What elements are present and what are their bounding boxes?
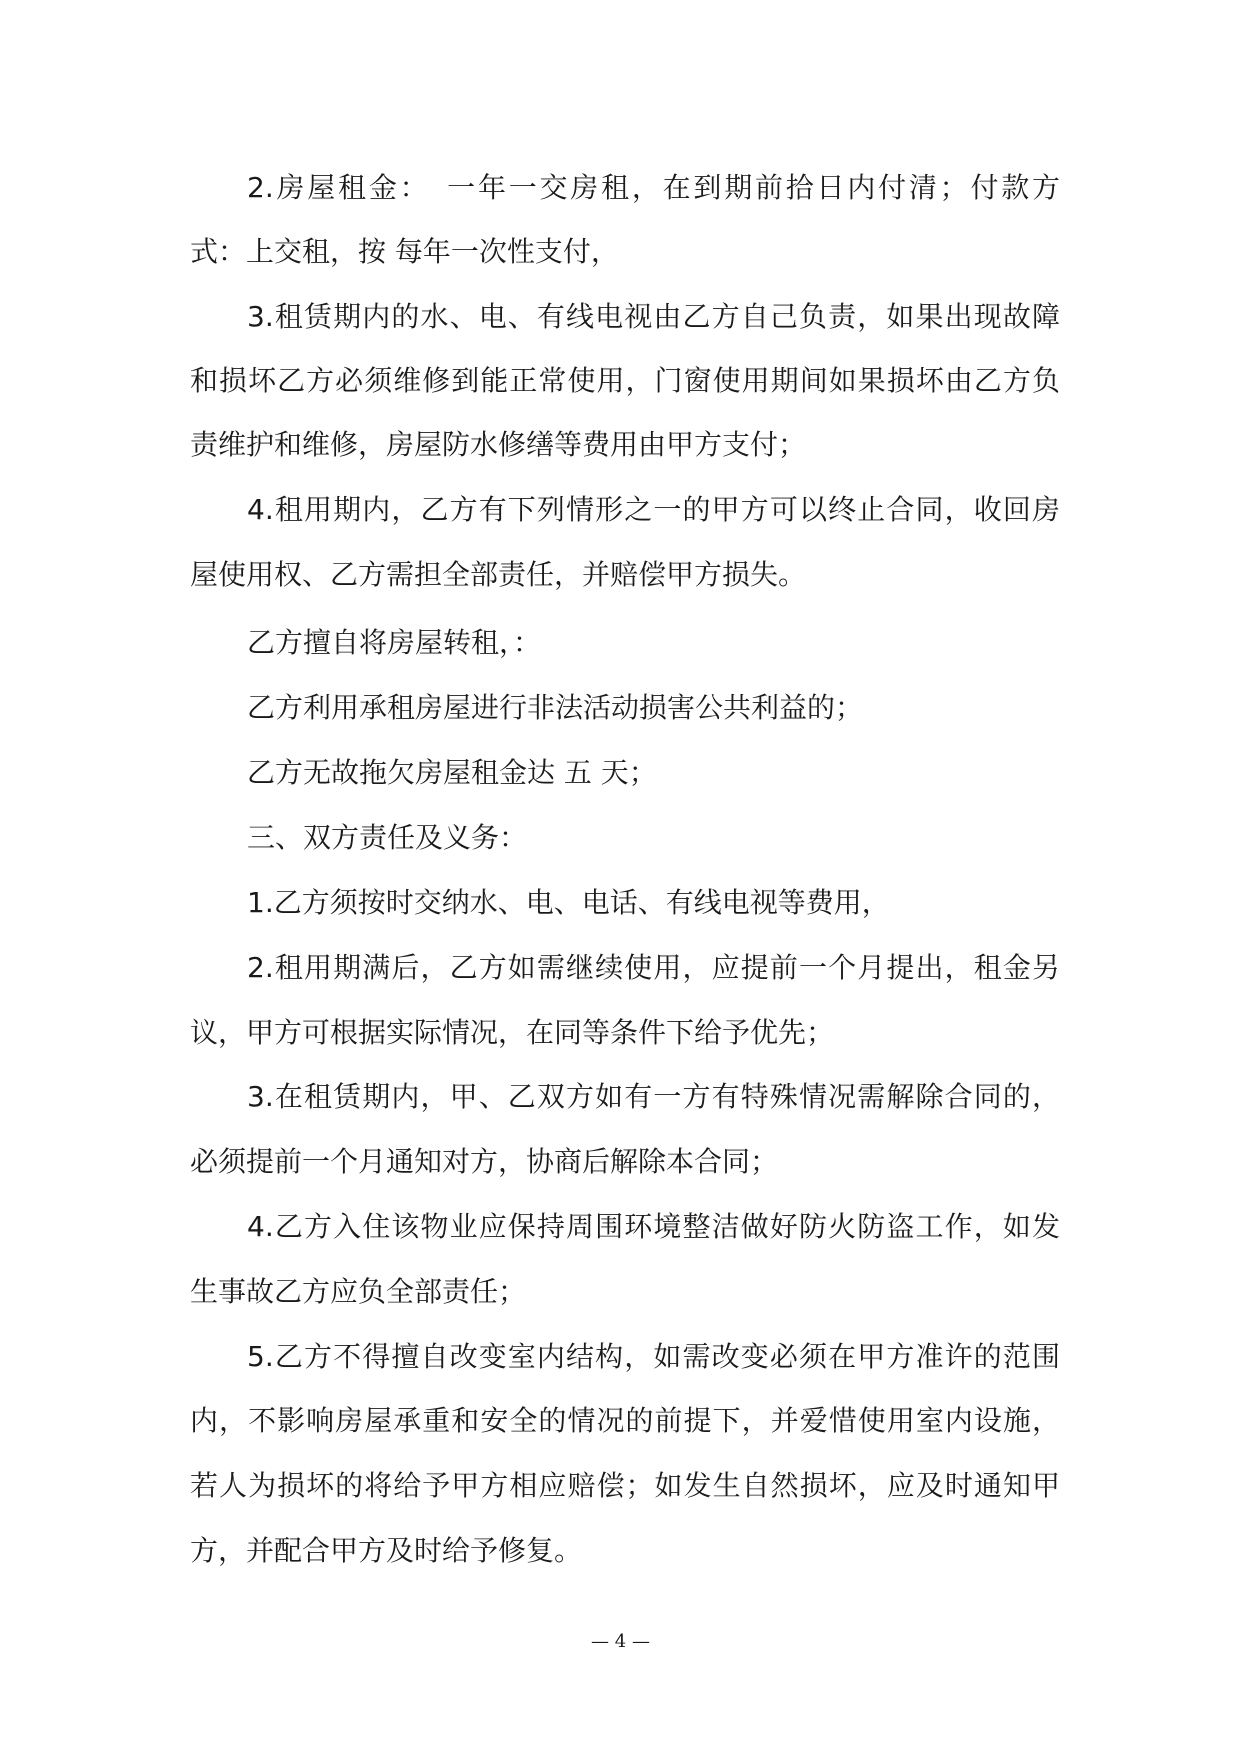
text-line: 乙方利用承租房屋进行非法活动损害公共利益的； (247, 691, 864, 724)
text-line: 3.在租赁期内，甲、乙双方如有一方有特殊情况需解除合同的， (247, 1080, 1060, 1113)
text-line: 乙方无故拖欠房屋租金达 五 天； (247, 756, 657, 789)
text-line: 4.租用期内，乙方有下列情形之一的甲方可以终止合同，收回房 (247, 493, 1060, 526)
text-line: 方，并配合甲方及时给予修复。 (190, 1534, 583, 1567)
text-line: 生事故乙方应负全部责任； (190, 1275, 527, 1308)
section-heading: 三、双方责任及义务： (247, 821, 528, 854)
text-line: 式：上交租，按 每年一次性支付， (190, 235, 619, 268)
text-line: 和损坏乙方必须维修到能正常使用，门窗使用期间如果损坏由乙方负 (190, 364, 1060, 397)
text-line: 议，甲方可根据实际情况，在同等条件下给予优先； (190, 1016, 835, 1049)
text-line: 1.乙方须按时交纳水、电、电话、有线电视等费用， (247, 886, 890, 919)
text-line: 责维护和维修，房屋防水修缮等费用由甲方支付； (190, 428, 807, 461)
text-line: 若人为损坏的将给予甲方相应赔偿；如发生自然损坏，应及时通知甲 (190, 1469, 1060, 1502)
text-line: 内，不影响房屋承重和安全的情况的前提下，并爱惜使用室内设施， (190, 1404, 1060, 1437)
text-line: 必须提前一个月通知对方，协商后解除本合同； (190, 1145, 779, 1178)
text-line: 屋使用权、乙方需担全部责任，并赔偿甲方损失。 (190, 558, 807, 591)
text-line: 3.租赁期内的水、电、有线电视由乙方自己负责，如果出现故障 (247, 300, 1060, 333)
text-line: 5.乙方不得擅自改变室内结构，如需改变必须在甲方准许的范围 (247, 1340, 1060, 1373)
text-line: 乙方擅自将房屋转租，： (247, 626, 542, 659)
text-line: 2.租用期满后，乙方如需继续使用，应提前一个月提出，租金另 (247, 951, 1060, 984)
page-number: — 4 — (591, 1631, 650, 1652)
text-line: 4.乙方入住该物业应保持周围环境整洁做好防火防盗工作，如发 (247, 1210, 1060, 1243)
text-line: 2.房屋租金： 一年一交房租，在到期前拾日内付清；付款方 (247, 171, 1060, 204)
